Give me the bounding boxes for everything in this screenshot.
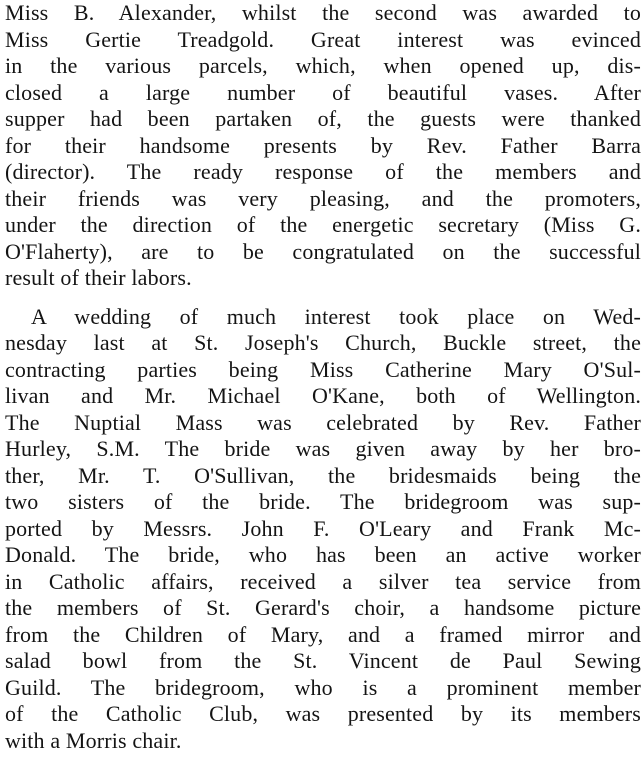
paragraph-gift-evening — [5, 0, 641, 292]
text-line: two sisters of the bride. The bridegroom was sup- — [5, 489, 641, 514]
text-line: Miss B. Alexander, whilst the second was awarded to — [5, 0, 641, 25]
text-line: O'Flaherty), are to be congratulated on the successful — [5, 238, 641, 264]
text-line: in Catholic affairs, received a silver tea service from — [5, 568, 641, 594]
text-line: ported by Messrs. John F. O'Leary and Frank Mc- — [5, 515, 641, 541]
text-line: salad bowl from the St. Vincent de Paul Sewing — [5, 648, 641, 673]
text-line: nesday last at St. Joseph's Church, Buckle street, the — [5, 330, 641, 355]
text-line: with a Morris chair. — [5, 727, 182, 753]
text-line: supper had been partaken of, the guests were thanked — [5, 106, 641, 131]
text-line: under the direction of the energetic secretary (Miss G. — [5, 212, 641, 237]
text-line: Hurley, S.M. The bride was given away by her bro- — [5, 436, 641, 461]
text-line: contracting parties being Miss Catherine Mary O'Sul- — [5, 356, 641, 382]
text-line: the members of St. Gerard's choir, a handsome picture — [5, 595, 641, 620]
text-line: in the various parcels, which, when opened up, dis- — [5, 53, 641, 78]
text-line: closed a large number of beautiful vases. After — [5, 79, 641, 105]
text-line: A wedding of much interest took place on Wed- — [31, 303, 641, 329]
newspaper-column — [5, 0, 641, 754]
text-line: (director). The ready response of the members and — [5, 159, 641, 184]
text-line: Miss Gertie Treadgold. Great interest was evinced — [5, 26, 641, 52]
text-line: of the Catholic Club, was presented by its members — [5, 701, 641, 726]
text-line: from the Children of Mary, and a framed mirror and — [5, 621, 641, 647]
paragraph-wedding — [5, 304, 641, 755]
text-line: The Nuptial Mass was celebrated by Rev. Father — [5, 409, 641, 435]
text-line: ther, Mr. T. O'Sullivan, the bridesmaids being the — [5, 462, 641, 488]
text-line: their friends was very pleasing, and the promoters, — [5, 185, 641, 211]
text-line: Guild. The bridegroom, who is a prominent member — [5, 674, 641, 700]
text-line: for their handsome presents by Rev. Father Barra — [5, 132, 641, 158]
text-line: result of their labors. — [5, 265, 192, 290]
text-line: livan and Mr. Michael O'Kane, both of Wellington. — [5, 383, 641, 408]
text-line: Donald. The bride, who has been an active worker — [5, 542, 641, 567]
